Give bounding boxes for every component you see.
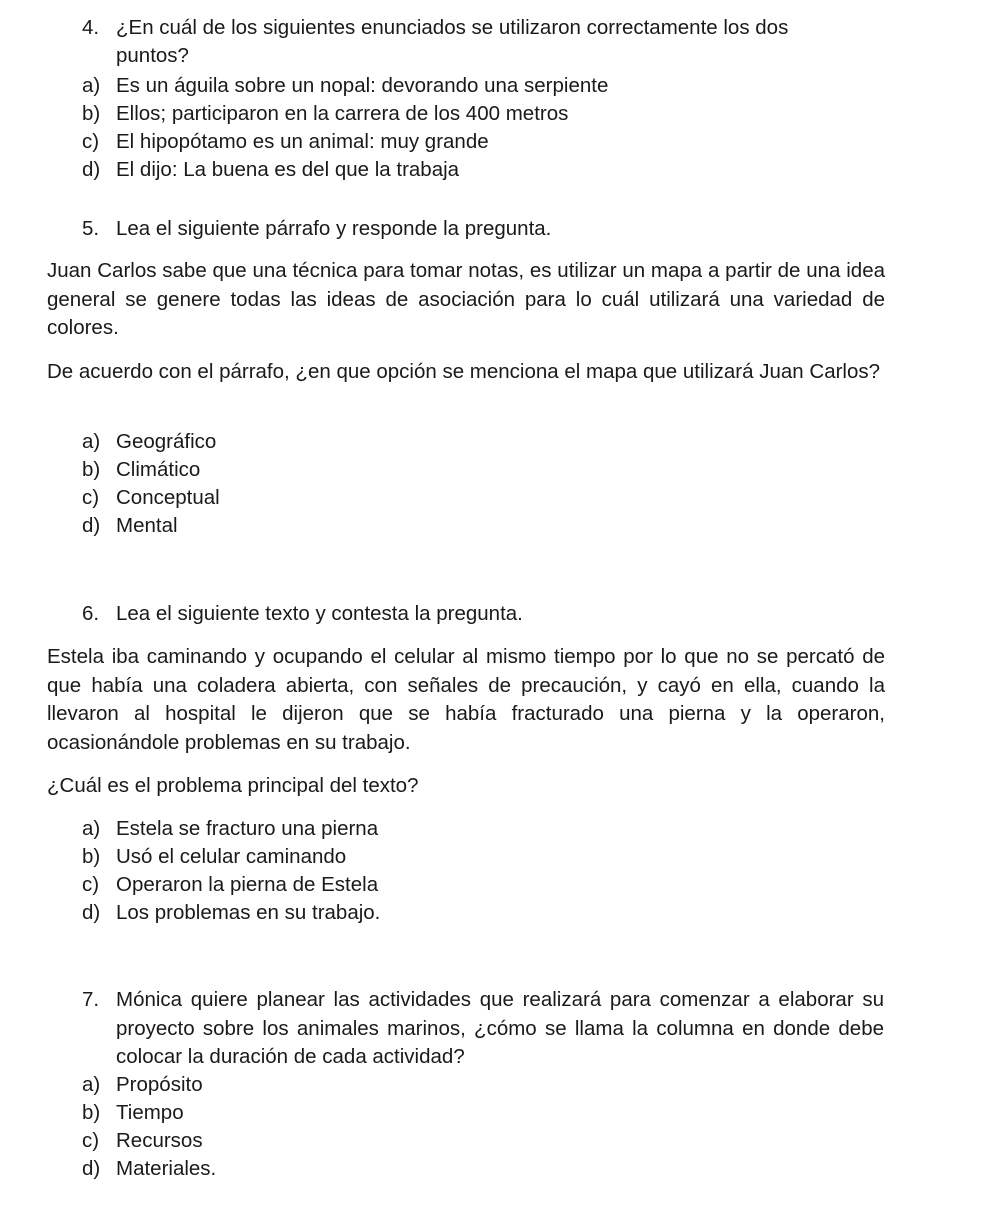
question-5-option-a: [82, 428, 216, 456]
question-5-option-b: [82, 456, 200, 484]
option-text: El hipopótamo es un animal: muy grande: [116, 130, 489, 153]
option-letter: a): [82, 817, 101, 840]
option-letter: d): [82, 514, 101, 537]
option-text: Climático: [116, 458, 201, 481]
option-letter: b): [82, 458, 101, 481]
question-4-stem-line1: ¿En cuál de los siguientes enunciados se utilizaron correctamente los dos: [116, 16, 789, 39]
question-6-option-c: [82, 871, 378, 899]
question-7-option-d: [82, 1155, 216, 1183]
option-text: Ellos; participaron en la carrera de los 400 metros: [116, 102, 569, 125]
question-4-option-c: [82, 128, 489, 156]
option-letter: c): [82, 486, 100, 509]
question-6-number: 6.: [82, 602, 100, 625]
question-7-stem: Mónica quiere planear las actividades que realizará para comenzar a elaborar su proyecto sobre los animales marinos, ¿cómo se llama la columna en donde debe colocar la duración de cada actividad?: [116, 988, 884, 1068]
question-4-number: 4.: [82, 16, 100, 39]
question-4-option-a: [82, 72, 608, 100]
option-letter: b): [82, 102, 101, 125]
question-5-question: De acuerdo con el párrafo, ¿en que opción se menciona el mapa que utilizará Juan Carlos?: [47, 360, 881, 383]
option-letter: a): [82, 74, 101, 97]
option-text: El dijo: La buena es del que la trabaja: [116, 158, 460, 181]
option-text: Mental: [116, 514, 178, 537]
question-5-option-c: [82, 484, 220, 512]
option-text: Recursos: [116, 1129, 203, 1152]
question-6-option-a: [82, 815, 378, 843]
option-letter: b): [82, 1101, 101, 1124]
option-text: Usó el celular caminando: [116, 845, 347, 868]
question-7-option-a: [82, 1071, 203, 1099]
option-letter: c): [82, 873, 100, 896]
question-4-option-b: [82, 100, 568, 128]
option-letter: d): [82, 1157, 101, 1180]
question-6-option-b: [82, 843, 346, 871]
question-5-option-d: [82, 512, 178, 540]
question-6-option-d: [82, 899, 380, 927]
question-4-option-d: [82, 156, 459, 184]
question-7-option-c: [82, 1127, 203, 1155]
option-text: Geográfico: [116, 430, 217, 453]
option-letter: c): [82, 130, 100, 153]
question-6-stem: Lea el siguiente texto y contesta la pregunta.: [116, 602, 523, 625]
option-text: Conceptual: [116, 486, 220, 509]
question-7-option-b: [82, 1099, 184, 1127]
option-text: Los problemas en su trabajo.: [116, 901, 381, 924]
question-5-passage: Juan Carlos sabe que una técnica para tomar notas, es utilizar un mapa a partir de una idea general se genere todas las ideas de asociación para lo cuál utilizará una variedad de colores.: [47, 259, 885, 339]
question-6-question: ¿Cuál es el problema principal del texto?: [47, 774, 419, 797]
option-text: Propósito: [116, 1073, 203, 1096]
question-5-stem: Lea el siguiente párrafo y responde la pregunta.: [116, 217, 552, 240]
option-text: Estela se fracturo una pierna: [116, 817, 379, 840]
option-text: Tiempo: [116, 1101, 184, 1124]
option-text: Es un águila sobre un nopal: devorando una serpiente: [116, 74, 609, 97]
option-letter: d): [82, 901, 101, 924]
question-4-stem-line2: puntos?: [116, 44, 189, 67]
question-7-number: 7.: [82, 988, 100, 1011]
question-5-number: 5.: [82, 217, 100, 240]
option-letter: a): [82, 1073, 101, 1096]
option-letter: a): [82, 430, 101, 453]
option-letter: b): [82, 845, 101, 868]
option-letter: d): [82, 158, 101, 181]
option-letter: c): [82, 1129, 100, 1152]
option-text: Operaron la pierna de Estela: [116, 873, 379, 896]
option-text: Materiales.: [116, 1157, 217, 1180]
question-6-passage: Estela iba caminando y ocupando el celular al mismo tiempo por lo que no se percató de que había una coladera abierta, con señales de precaución, y cayó en ella, cuando la llevaron al hospital le dijeron que se había fracturado una pierna y la operaron, ocasionándole problemas en su trabajo.: [47, 645, 885, 754]
